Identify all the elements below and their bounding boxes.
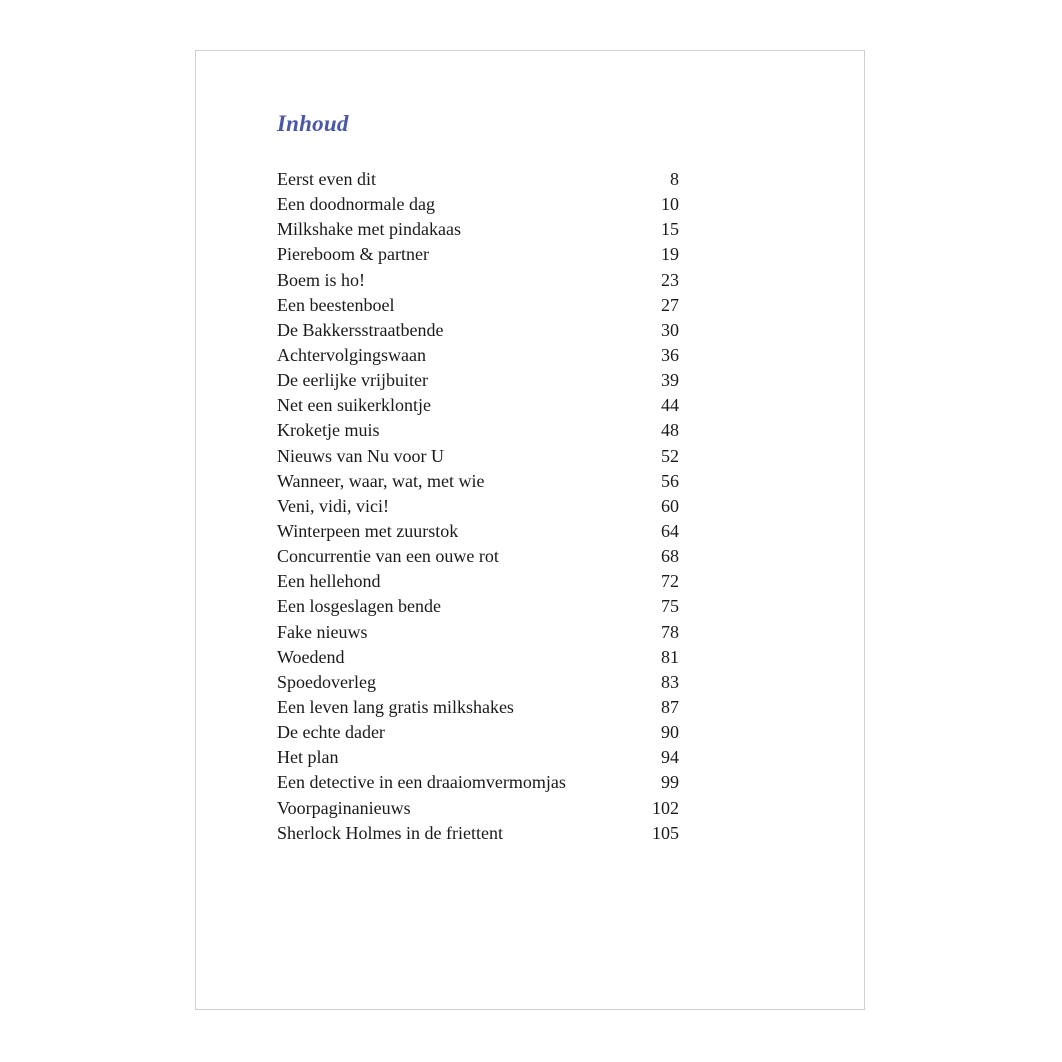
toc-entry-page: 15: [661, 219, 679, 240]
toc-entry: [277, 745, 679, 770]
toc-entry-page: 23: [661, 269, 679, 290]
toc-entry-page: 44: [661, 395, 679, 416]
toc-entry: [277, 519, 679, 544]
toc-entry-title: De eerlijke vrijbuiter: [277, 370, 428, 391]
toc-entry-page: 8: [670, 169, 679, 189]
toc-entry: [277, 242, 679, 267]
toc-entry-title: De Bakkersstraatbende: [277, 319, 444, 340]
toc-entry: [277, 293, 679, 318]
toc-entry: [277, 418, 679, 443]
toc-entry-title: Spoedoverleg: [277, 671, 376, 692]
toc-entry-page: 56: [661, 470, 679, 491]
toc-entry-title: Veni, vidi, vici!: [277, 495, 389, 516]
toc-entry: [277, 720, 679, 745]
toc-entry-title: Boem is ho!: [277, 269, 365, 290]
toc-entry-title: Kroketje muis: [277, 420, 380, 441]
book-page: [195, 50, 865, 1010]
toc-entry: [277, 469, 679, 494]
toc-entry-page: 68: [661, 546, 679, 567]
toc-entry: [277, 192, 679, 217]
toc-entry-page: 75: [661, 596, 679, 617]
toc-entry-title: Eerst even dit: [277, 169, 376, 189]
toc-entry: [277, 645, 679, 670]
toc-entry-title: Concurrentie van een ouwe rot: [277, 546, 499, 567]
toc-entry-title: De echte dader: [277, 722, 385, 743]
toc-entry-page: 27: [661, 294, 679, 315]
toc-entry: [277, 318, 679, 343]
toc-entry: [277, 268, 679, 293]
toc-entry-title: Een beestenboel: [277, 294, 395, 315]
toc-entry-page: 99: [661, 772, 679, 793]
toc-entry-page: 87: [661, 696, 679, 717]
toc-entry-title: Woedend: [277, 646, 345, 667]
toc-entry-title: Piereboom & partner: [277, 244, 429, 265]
toc-entry-page: 105: [652, 822, 679, 843]
toc-entry: [277, 444, 679, 469]
toc-entry-title: Wanneer, waar, wat, met wie: [277, 470, 485, 491]
toc-entry-page: 39: [661, 370, 679, 391]
toc-entry: [277, 670, 679, 695]
toc-entry: [277, 494, 679, 519]
toc-entry-page: 81: [661, 646, 679, 667]
toc-entry: [277, 770, 679, 795]
toc-entry-title: Een leven lang gratis milkshakes: [277, 696, 514, 717]
toc-entry-title: Fake nieuws: [277, 621, 368, 642]
toc-entry-page: 78: [661, 621, 679, 642]
toc-entry-title: Sherlock Holmes in de friettent: [277, 822, 503, 843]
toc-entry: [277, 167, 679, 192]
toc-entry-page: 94: [661, 747, 679, 768]
toc-entry-title: Net een suikerklontje: [277, 395, 431, 416]
toc-entry: [277, 620, 679, 645]
toc-entry-title: Nieuws van Nu voor U: [277, 445, 444, 466]
toc-entry-page: 10: [661, 194, 679, 215]
toc-entry-page: 30: [661, 319, 679, 340]
toc-entry-page: 64: [661, 520, 679, 541]
toc-entry-page: 72: [661, 571, 679, 592]
toc-entry: [277, 217, 679, 242]
toc-entry: [277, 821, 679, 846]
toc-entry-title: Een doodnormale dag: [277, 194, 435, 215]
toc-entry: [277, 343, 679, 368]
toc-entry-page: 90: [661, 722, 679, 743]
toc-entry-title: Achtervolgingswaan: [277, 344, 426, 365]
toc-entry-title: Winterpeen met zuurstok: [277, 520, 459, 541]
toc-entry-title: Een losgeslagen bende: [277, 596, 441, 617]
toc-entry: [277, 368, 679, 393]
toc-entry-page: 83: [661, 671, 679, 692]
toc-entry-title: Milkshake met pindakaas: [277, 219, 461, 240]
toc-entry-page: 52: [661, 445, 679, 466]
toc-entry-page: 48: [661, 420, 679, 441]
toc-entry-page: 102: [652, 797, 679, 818]
toc-entry-title: Voorpaginanieuws: [277, 797, 411, 818]
toc-entry: [277, 544, 679, 569]
toc-entry: [277, 695, 679, 720]
toc-entry-page: 36: [661, 344, 679, 365]
toc-entry-title: Een detective in een draaiomvermomjas: [277, 772, 566, 793]
toc-entry: [277, 569, 679, 594]
page-title: Inhoud: [277, 111, 349, 136]
toc-entry-title: Het plan: [277, 747, 339, 768]
toc-entry: [277, 594, 679, 619]
toc-entry-page: 19: [661, 244, 679, 265]
table-of-contents: [277, 167, 679, 846]
toc-entry-page: 60: [661, 495, 679, 516]
toc-entry: [277, 796, 679, 821]
toc-entry: [277, 393, 679, 418]
toc-entry-title: Een hellehond: [277, 571, 381, 592]
